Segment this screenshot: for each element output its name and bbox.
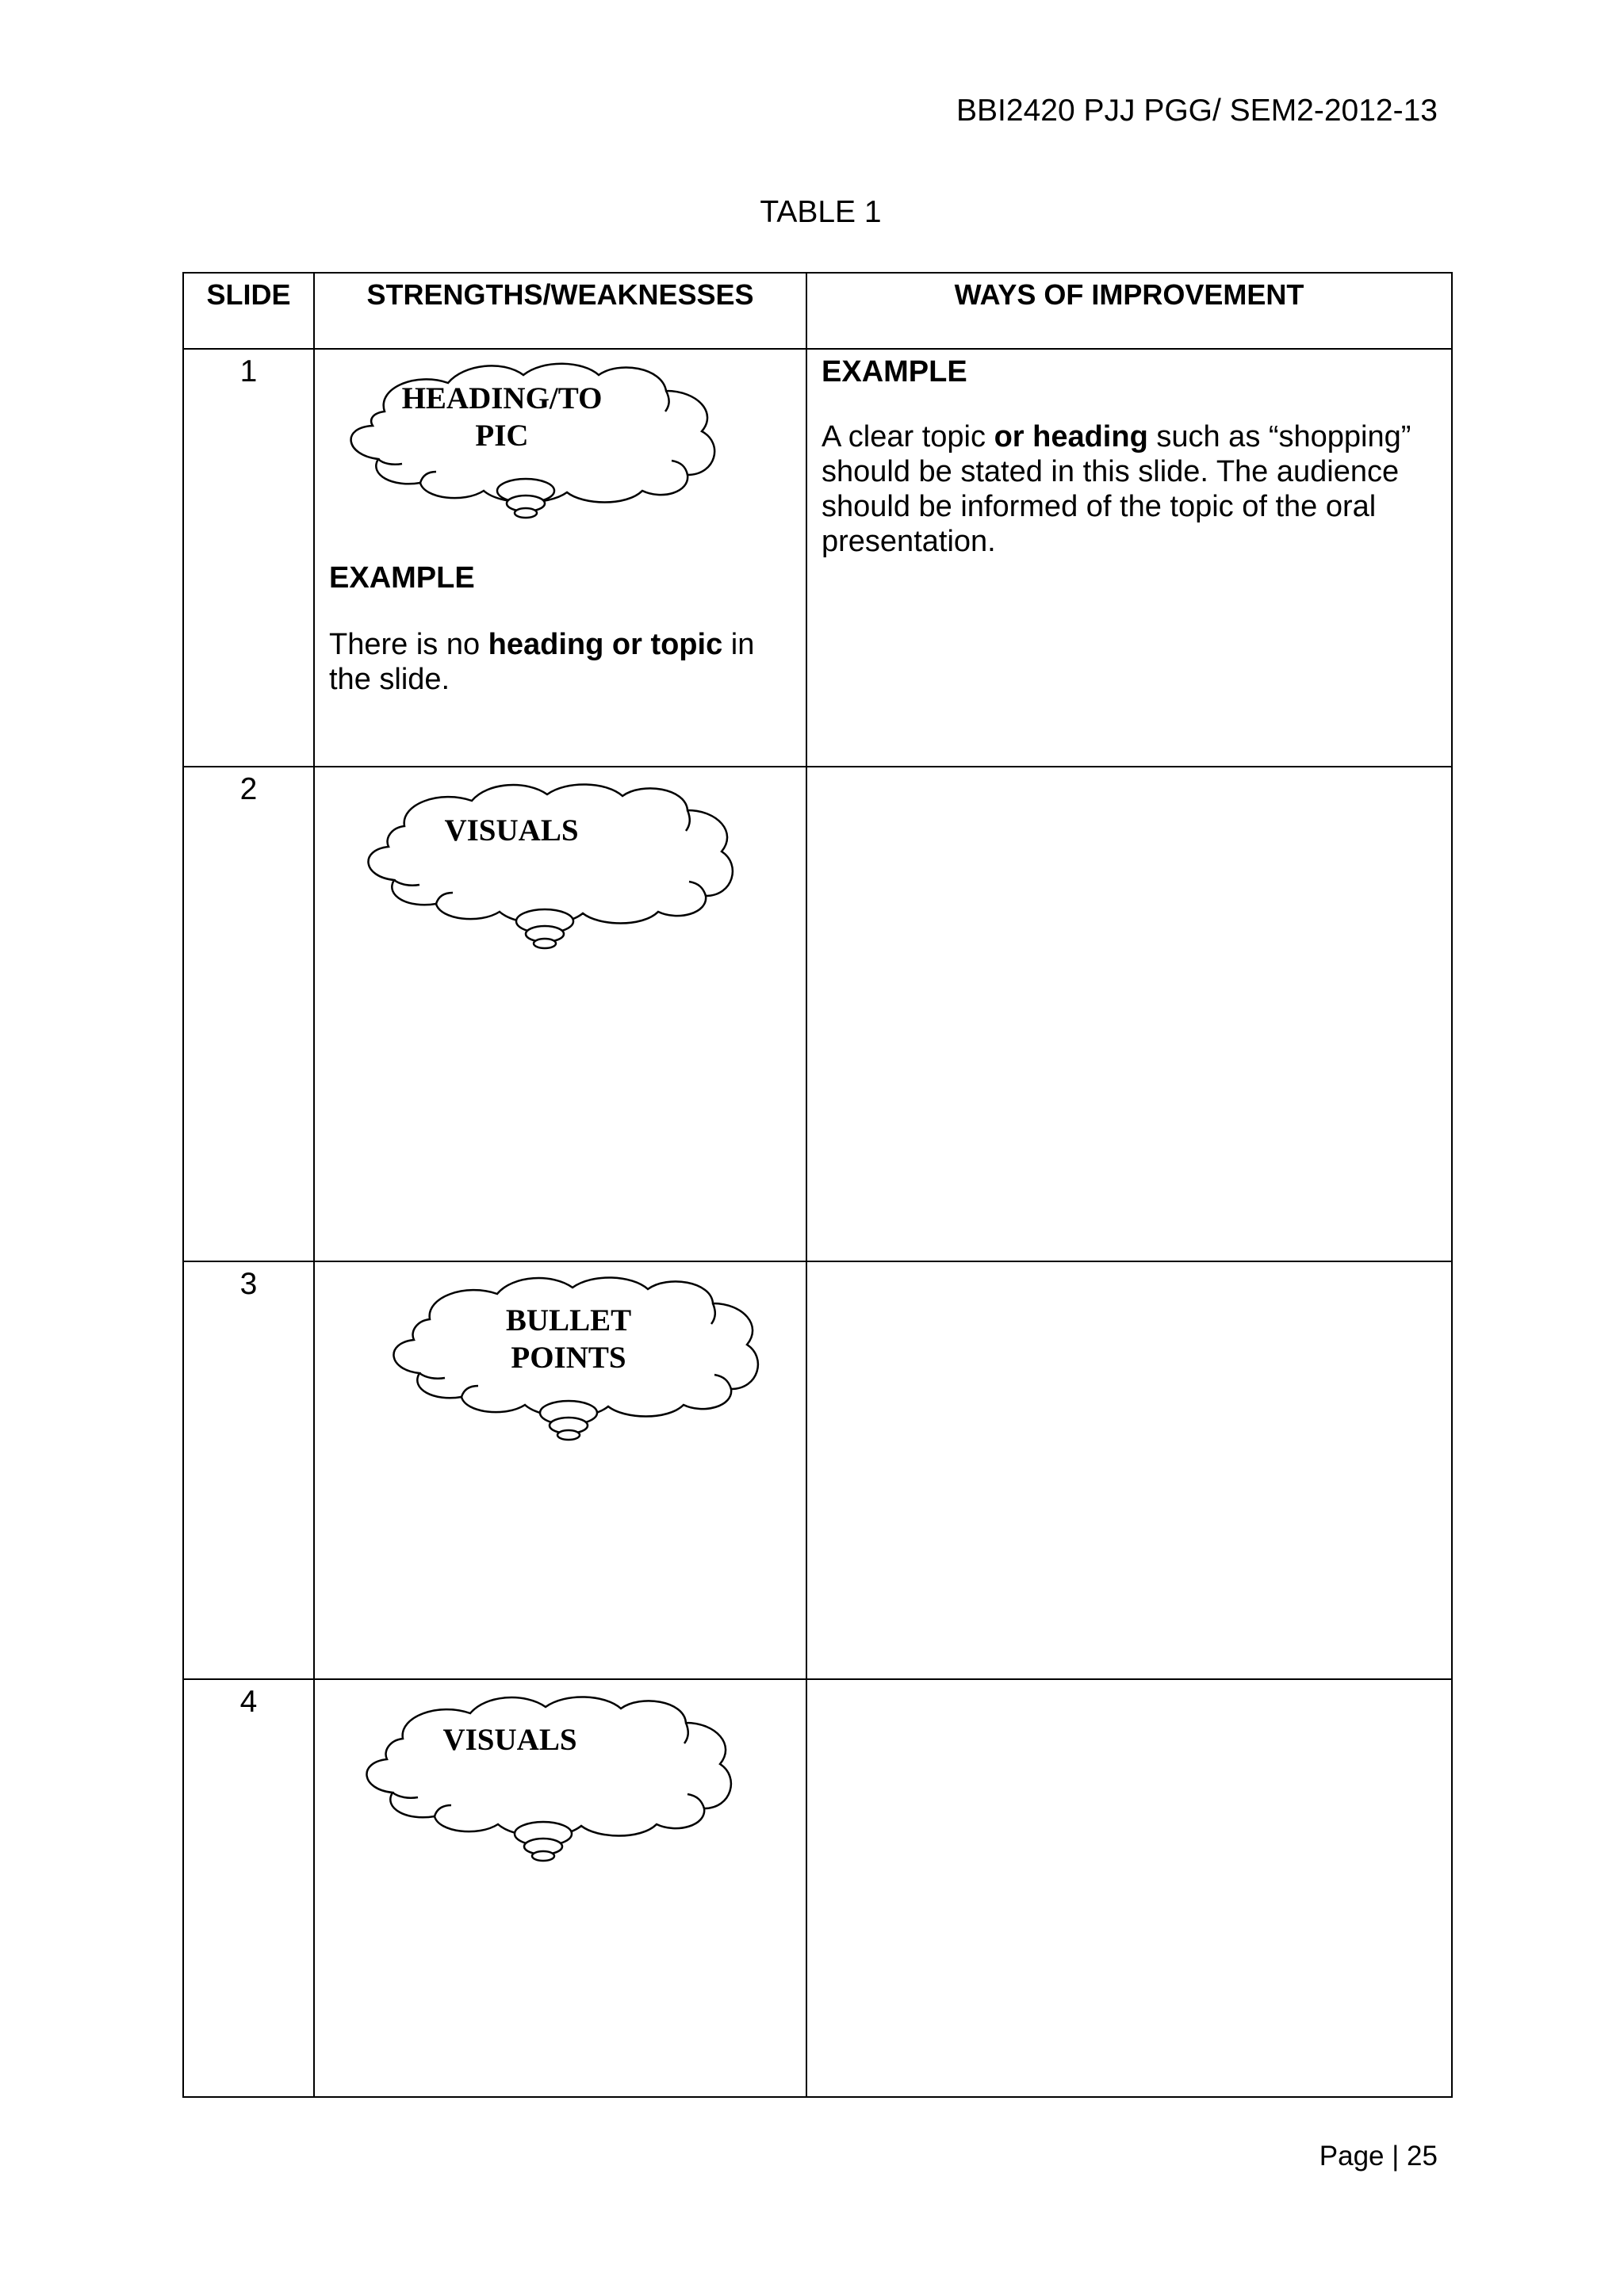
- header-ways-of-improvement: WAYS OF IMPROVEMENT: [806, 273, 1452, 349]
- header-slide: SLIDE: [183, 273, 314, 349]
- table-row: [183, 1261, 1452, 1679]
- cloud-label: VISUALS: [442, 1723, 577, 1757]
- thought-cloud-icon: [345, 779, 757, 961]
- table-row: [183, 349, 1452, 767]
- header-strengths-weaknesses: STRENGTHS/WEAKNESSES: [314, 273, 806, 349]
- slide-number-cell: [183, 349, 314, 767]
- improvement-cell: [806, 349, 1452, 767]
- table-row: [183, 1679, 1452, 2097]
- table-row: [183, 767, 1452, 1261]
- slide-number: 2: [239, 772, 258, 806]
- cloud-label: BULLET POINTS: [505, 1303, 632, 1375]
- strengths-cell: [314, 1679, 806, 2097]
- cloud-label: HEADING/TO PIC: [401, 381, 603, 453]
- slide-number-cell: [183, 1679, 314, 2097]
- strengths-cell: [314, 767, 806, 1261]
- improvement-cell[interactable]: [806, 767, 1452, 1261]
- strengths-cell: [314, 349, 806, 767]
- page-number: Page | 25: [1319, 2141, 1438, 2172]
- evaluation-table: [182, 272, 1453, 2098]
- strengths-cell: [314, 1261, 806, 1679]
- improvement-cell[interactable]: [806, 1679, 1452, 2097]
- slide-number-cell: [183, 767, 314, 1261]
- table-title: TABLE 1: [760, 195, 882, 229]
- cloud-label: VISUALS: [444, 813, 579, 848]
- improvement-note: EXAMPLE A clear topic or heading such as “shopping” should be stated in this slide. The audience should be informed of the topic of the oral presentation.: [822, 355, 1411, 558]
- thought-cloud-icon: [343, 1691, 756, 1873]
- document-code: BBI2420 PJJ PGG/ SEM2-2012-13: [956, 94, 1438, 128]
- slide-number: 4: [239, 1685, 258, 1719]
- slide-number: 3: [239, 1267, 258, 1301]
- slide-number: 1: [239, 354, 258, 388]
- table-header-row: [183, 273, 1452, 349]
- improvement-cell[interactable]: [806, 1261, 1452, 1679]
- slide-number-cell: [183, 1261, 314, 1679]
- strength-note: EXAMPLE There is no heading or topic in the slide.: [329, 561, 755, 696]
